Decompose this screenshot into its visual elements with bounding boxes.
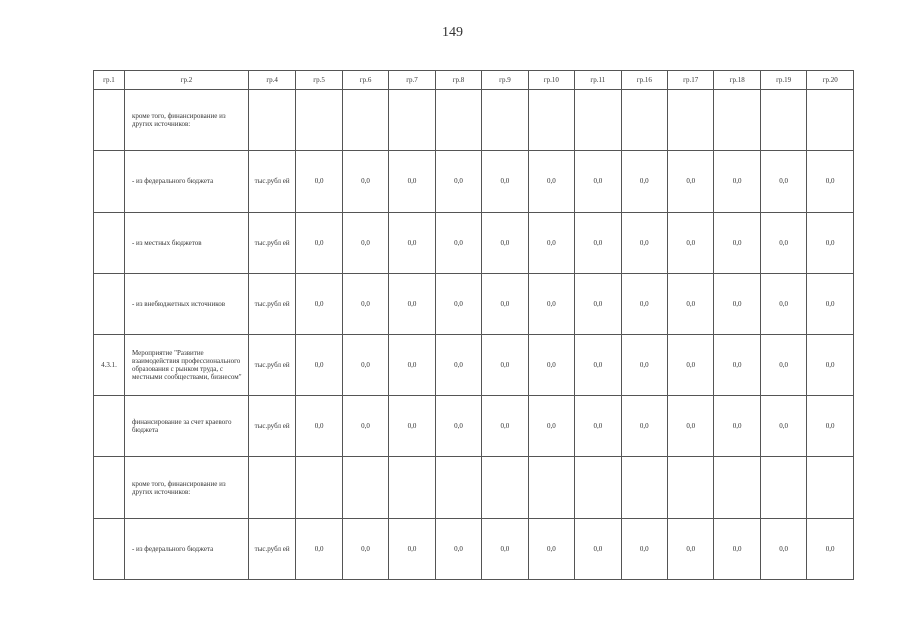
- value-cell: 0,0: [807, 151, 854, 212]
- value-cell: 0,0: [621, 273, 667, 334]
- value-cell: 0,0: [528, 396, 574, 457]
- value-cell: 0,0: [389, 273, 435, 334]
- value-cell: [807, 90, 854, 151]
- value-cell: [528, 457, 574, 518]
- table-row: [94, 396, 854, 457]
- value-cell: [435, 457, 481, 518]
- value-cell: [714, 457, 760, 518]
- value-cell: 0,0: [435, 212, 481, 273]
- column-header: гр.16: [621, 71, 667, 90]
- column-header: гр.1: [94, 71, 125, 90]
- value-cell: 0,0: [389, 396, 435, 457]
- row-description: Мероприятие "Развитие взаимодействия профессионального образования с рынком труда, с местными сообществами, бизнесом": [124, 335, 248, 396]
- value-cell: 0,0: [342, 396, 388, 457]
- value-cell: [714, 90, 760, 151]
- value-cell: 0,0: [760, 273, 806, 334]
- row-description: - из внебюджетных источников: [124, 273, 248, 334]
- value-cell: 0,0: [482, 273, 528, 334]
- value-cell: 0,0: [714, 273, 760, 334]
- value-cell: 0,0: [528, 151, 574, 212]
- value-cell: 0,0: [668, 212, 714, 273]
- column-header: гр.2: [124, 71, 248, 90]
- table-row: [94, 151, 854, 212]
- value-cell: [575, 457, 621, 518]
- value-cell: 0,0: [668, 396, 714, 457]
- value-cell: 0,0: [435, 396, 481, 457]
- value-cell: [389, 90, 435, 151]
- value-cell: 0,0: [528, 273, 574, 334]
- value-cell: [342, 457, 388, 518]
- value-cell: 0,0: [760, 335, 806, 396]
- value-cell: 0,0: [575, 212, 621, 273]
- row-description: кроме того, финансирование из других источников:: [124, 457, 248, 518]
- row-number: [94, 518, 125, 579]
- value-cell: 0,0: [482, 335, 528, 396]
- value-cell: 0,0: [482, 518, 528, 579]
- value-cell: 0,0: [760, 396, 806, 457]
- value-cell: 0,0: [482, 212, 528, 273]
- value-cell: 0,0: [807, 212, 854, 273]
- value-cell: 0,0: [342, 212, 388, 273]
- value-cell: 0,0: [714, 335, 760, 396]
- value-cell: 0,0: [482, 396, 528, 457]
- value-cell: 0,0: [389, 212, 435, 273]
- value-cell: 0,0: [296, 518, 342, 579]
- value-cell: [807, 457, 854, 518]
- column-header: гр.18: [714, 71, 760, 90]
- row-unit: тыс.рубл ей: [248, 335, 296, 396]
- value-cell: 0,0: [528, 518, 574, 579]
- value-cell: [528, 90, 574, 151]
- value-cell: 0,0: [668, 151, 714, 212]
- value-cell: 0,0: [575, 396, 621, 457]
- value-cell: 0,0: [760, 518, 806, 579]
- row-unit: тыс.рубл ей: [248, 151, 296, 212]
- value-cell: 0,0: [621, 151, 667, 212]
- table-row: [94, 90, 854, 151]
- row-number: [94, 396, 125, 457]
- value-cell: [760, 90, 806, 151]
- value-cell: 0,0: [807, 518, 854, 579]
- row-number: [94, 151, 125, 212]
- row-description: - из федерального бюджета: [124, 151, 248, 212]
- column-header: гр.9: [482, 71, 528, 90]
- value-cell: [482, 457, 528, 518]
- value-cell: 0,0: [714, 151, 760, 212]
- value-cell: [621, 90, 667, 151]
- row-description: финансирование за счет краевого бюджета: [124, 396, 248, 457]
- value-cell: [621, 457, 667, 518]
- value-cell: 0,0: [807, 335, 854, 396]
- value-cell: 0,0: [807, 396, 854, 457]
- row-unit: тыс.рубл ей: [248, 273, 296, 334]
- budget-table: [93, 70, 854, 580]
- column-header: гр.17: [668, 71, 714, 90]
- value-cell: 0,0: [621, 518, 667, 579]
- row-unit: [248, 90, 296, 151]
- value-cell: 0,0: [482, 151, 528, 212]
- value-cell: 0,0: [760, 151, 806, 212]
- column-header: гр.7: [389, 71, 435, 90]
- row-unit: тыс.рубл ей: [248, 396, 296, 457]
- table-row: [94, 457, 854, 518]
- table-row: [94, 273, 854, 334]
- value-cell: [482, 90, 528, 151]
- value-cell: 0,0: [389, 335, 435, 396]
- value-cell: 0,0: [342, 518, 388, 579]
- table-row: [94, 212, 854, 273]
- value-cell: 0,0: [342, 273, 388, 334]
- column-header: гр.11: [575, 71, 621, 90]
- value-cell: 0,0: [575, 151, 621, 212]
- value-cell: 0,0: [668, 518, 714, 579]
- value-cell: 0,0: [528, 212, 574, 273]
- value-cell: 0,0: [342, 335, 388, 396]
- value-cell: 0,0: [296, 151, 342, 212]
- table-row: [94, 518, 854, 579]
- value-cell: 0,0: [435, 518, 481, 579]
- value-cell: [296, 457, 342, 518]
- value-cell: [342, 90, 388, 151]
- value-cell: 0,0: [714, 396, 760, 457]
- row-description: - из федерального бюджета: [124, 518, 248, 579]
- table-row: [94, 335, 854, 396]
- value-cell: [435, 90, 481, 151]
- value-cell: [668, 457, 714, 518]
- value-cell: [668, 90, 714, 151]
- row-description: - из местных бюджетов: [124, 212, 248, 273]
- page-number: 149: [442, 25, 463, 40]
- row-number: [94, 90, 125, 151]
- value-cell: 0,0: [714, 212, 760, 273]
- row-number: [94, 212, 125, 273]
- value-cell: 0,0: [528, 335, 574, 396]
- value-cell: 0,0: [714, 518, 760, 579]
- row-description: кроме того, финансирование из других источников:: [124, 90, 248, 151]
- value-cell: 0,0: [621, 396, 667, 457]
- row-number: [94, 457, 125, 518]
- column-header: гр.4: [248, 71, 296, 90]
- value-cell: 0,0: [575, 335, 621, 396]
- value-cell: 0,0: [621, 212, 667, 273]
- value-cell: [760, 457, 806, 518]
- value-cell: 0,0: [296, 335, 342, 396]
- row-unit: [248, 457, 296, 518]
- value-cell: 0,0: [296, 212, 342, 273]
- value-cell: 0,0: [389, 518, 435, 579]
- value-cell: 0,0: [435, 151, 481, 212]
- value-cell: [296, 90, 342, 151]
- value-cell: 0,0: [575, 273, 621, 334]
- column-header: гр.20: [807, 71, 854, 90]
- value-cell: [575, 90, 621, 151]
- row-number: [94, 273, 125, 334]
- value-cell: 0,0: [807, 273, 854, 334]
- row-unit: тыс.рубл ей: [248, 518, 296, 579]
- table-header-row: [94, 71, 854, 90]
- value-cell: 0,0: [621, 335, 667, 396]
- value-cell: 0,0: [435, 273, 481, 334]
- row-unit: тыс.рубл ей: [248, 212, 296, 273]
- value-cell: 0,0: [668, 273, 714, 334]
- column-header: гр.6: [342, 71, 388, 90]
- row-number: 4.3.1.: [94, 335, 125, 396]
- column-header: гр.19: [760, 71, 806, 90]
- value-cell: 0,0: [296, 273, 342, 334]
- value-cell: 0,0: [760, 212, 806, 273]
- value-cell: 0,0: [575, 518, 621, 579]
- value-cell: 0,0: [668, 335, 714, 396]
- value-cell: 0,0: [296, 396, 342, 457]
- column-header: гр.5: [296, 71, 342, 90]
- value-cell: 0,0: [342, 151, 388, 212]
- column-header: гр.8: [435, 71, 481, 90]
- value-cell: 0,0: [389, 151, 435, 212]
- value-cell: 0,0: [435, 335, 481, 396]
- value-cell: [389, 457, 435, 518]
- column-header: гр.10: [528, 71, 574, 90]
